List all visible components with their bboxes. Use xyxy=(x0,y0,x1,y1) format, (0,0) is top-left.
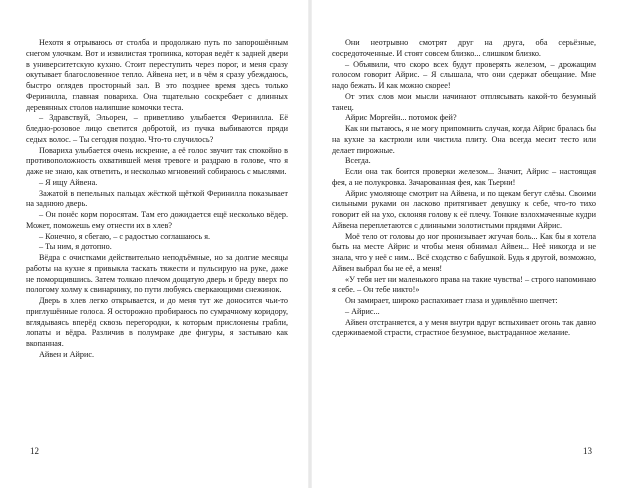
paragraph: Айвен и Айрис. xyxy=(39,349,95,359)
page-number: 12 xyxy=(30,446,39,456)
paragraph: Айрис Моргейн... потомок фей? xyxy=(345,113,457,123)
paragraph: – Он понёс корм поросятам. Там его дожидается ещё несколько вёдер. Может, поможешь ему отнести их в хлев? xyxy=(26,210,288,230)
paragraph: – Айрис... xyxy=(345,306,380,316)
paragraph: От этих слов мои мысли начинают отплясывать какой-то безумный танец. xyxy=(332,91,596,112)
paragraph: – Здравствуй, Эльорен, – приветливо улыбается Феринилла. Её бледно-розовое лицо светится добротой, из пучка выбиваются пряди седых волос. – Ты сегодня поздно. Что-то случилось? xyxy=(26,113,288,144)
paragraph: Зажатой в пепельных пальцах жёсткой щёткой Феринилла показывает на заднюю дверь. xyxy=(26,188,288,209)
paragraph: Айрис умоляюще смотрит на Айвена, и по щекам бегут слёзы. Своими сильными руками он ласково притягивает девушку к себе, что-то тихо говорит ей на ухо, склоняя голову к её плечу. Тонкие взлохмаченные кудри Айвена переплетаются с длинными золотистыми прядями Айрис. xyxy=(332,188,596,230)
paragraph: Они неотрывно смотрят друг на друга, оба серьёзные, сосредоточенные. И стоят совсем близко... слишком близко. xyxy=(332,38,596,58)
paragraph: Нехотя я отрываюсь от столба и продолжаю путь по запорошённым снегом улочкам. Вот и извилистая тропинка, которая ведёт к задней двери в университетскую кухню. Стоит переступить через порог, и меня сразу окутывает благословенное тепло. Айвена нет, и в чём я сразу убеждаюсь, быстро оглядев просторный зал. В это позднее время здесь только Феринилла, главная повариха. Она тщательно соскребает с длинных деревянных столов налипшие комочки теста. xyxy=(26,38,288,112)
page-number: 13 xyxy=(583,446,592,456)
left-page-text xyxy=(26,38,288,361)
paragraph: «У тебя нет ни маленького права на такие чувства! – строго напоминаю я себе. – Он тебе никто!» xyxy=(332,274,596,295)
paragraph: Дверь в хлев легко открывается, и до меня тут же доносится чьи-то приглушённые голоса. Я осторожно пробираюсь по сумрачному коридору, вглядываясь вперёд сквозь перегородки, к которым прислонены грабли, лопаты и вёдра. Различив в полумраке две фигуры, я застываю как вкопанная. xyxy=(26,296,288,348)
paragraph: – Ты ним, я дотопно. xyxy=(39,242,112,252)
paragraph: Вёдра с очистками действительно неподъёмные, но за долгие месяцы работы на кухне я привыкла таскать тяжести и пульсирую на руке, даже не поморщившись. Затем толкаю плечом дощатую дверь и бреду вверх по пологому холму к свинарнику, по пути любуясь сверкающими снежинок. xyxy=(26,253,288,295)
paragraph: Он замирает, широко распахивает глаза и удивлённо шепчет: xyxy=(345,296,558,305)
paragraph: Повариха улыбается очень искренне, а её голос звучит так спокойно в противоположность охватившей меня тревоге и раздраю в голове, что я даже не знаю, как ответить, и несколько мгновений собираюсь с мыслями. xyxy=(26,145,288,176)
paragraph: – Конечно, я сбегаю, – с радостью соглашаюсь я. xyxy=(39,231,211,241)
paragraph: – Я ищу Айвена. xyxy=(39,177,98,187)
paragraph: Моё тело от головы до ног пронизывает жгучая боль... Как бы я хотела быть на месте Айрис и чтобы меня обнимал Айвен... Неё никогда и не знала, что у неё с ним... Всё сходство с бабушкой. Будь я другой, возможно, Айвен выбрал бы не её, а меня! xyxy=(332,231,596,273)
paragraph: – Объявили, что скоро всех будут проверять железом, – дрожащим голосом говорит Айрис. – Я слышала, что они сдержат обещание. Мне надо бежать. И как можно скорее! xyxy=(332,59,596,90)
paragraph: Если она так боится проверки железом... Значит, Айрис – настоящая фея, а не полукровка. Зачарованная фея, как Тьерни! xyxy=(332,167,596,187)
paragraph: Всегда. xyxy=(345,156,371,166)
right-page-text xyxy=(332,38,596,339)
paragraph: Как ни пытаюсь, я не могу припомнить случая, когда Айрис бралась бы на кухне за кастрюли или чистила плиту. Она всегда месит тесто или делает пирожные. xyxy=(332,124,596,155)
right-page xyxy=(310,0,620,488)
paragraph: Айвен отстраняется, а у меня внутри вдруг вспыхивает огонь так давно сдерживаемой страсти, страстное безумное, выстраданное желание. xyxy=(332,317,596,338)
